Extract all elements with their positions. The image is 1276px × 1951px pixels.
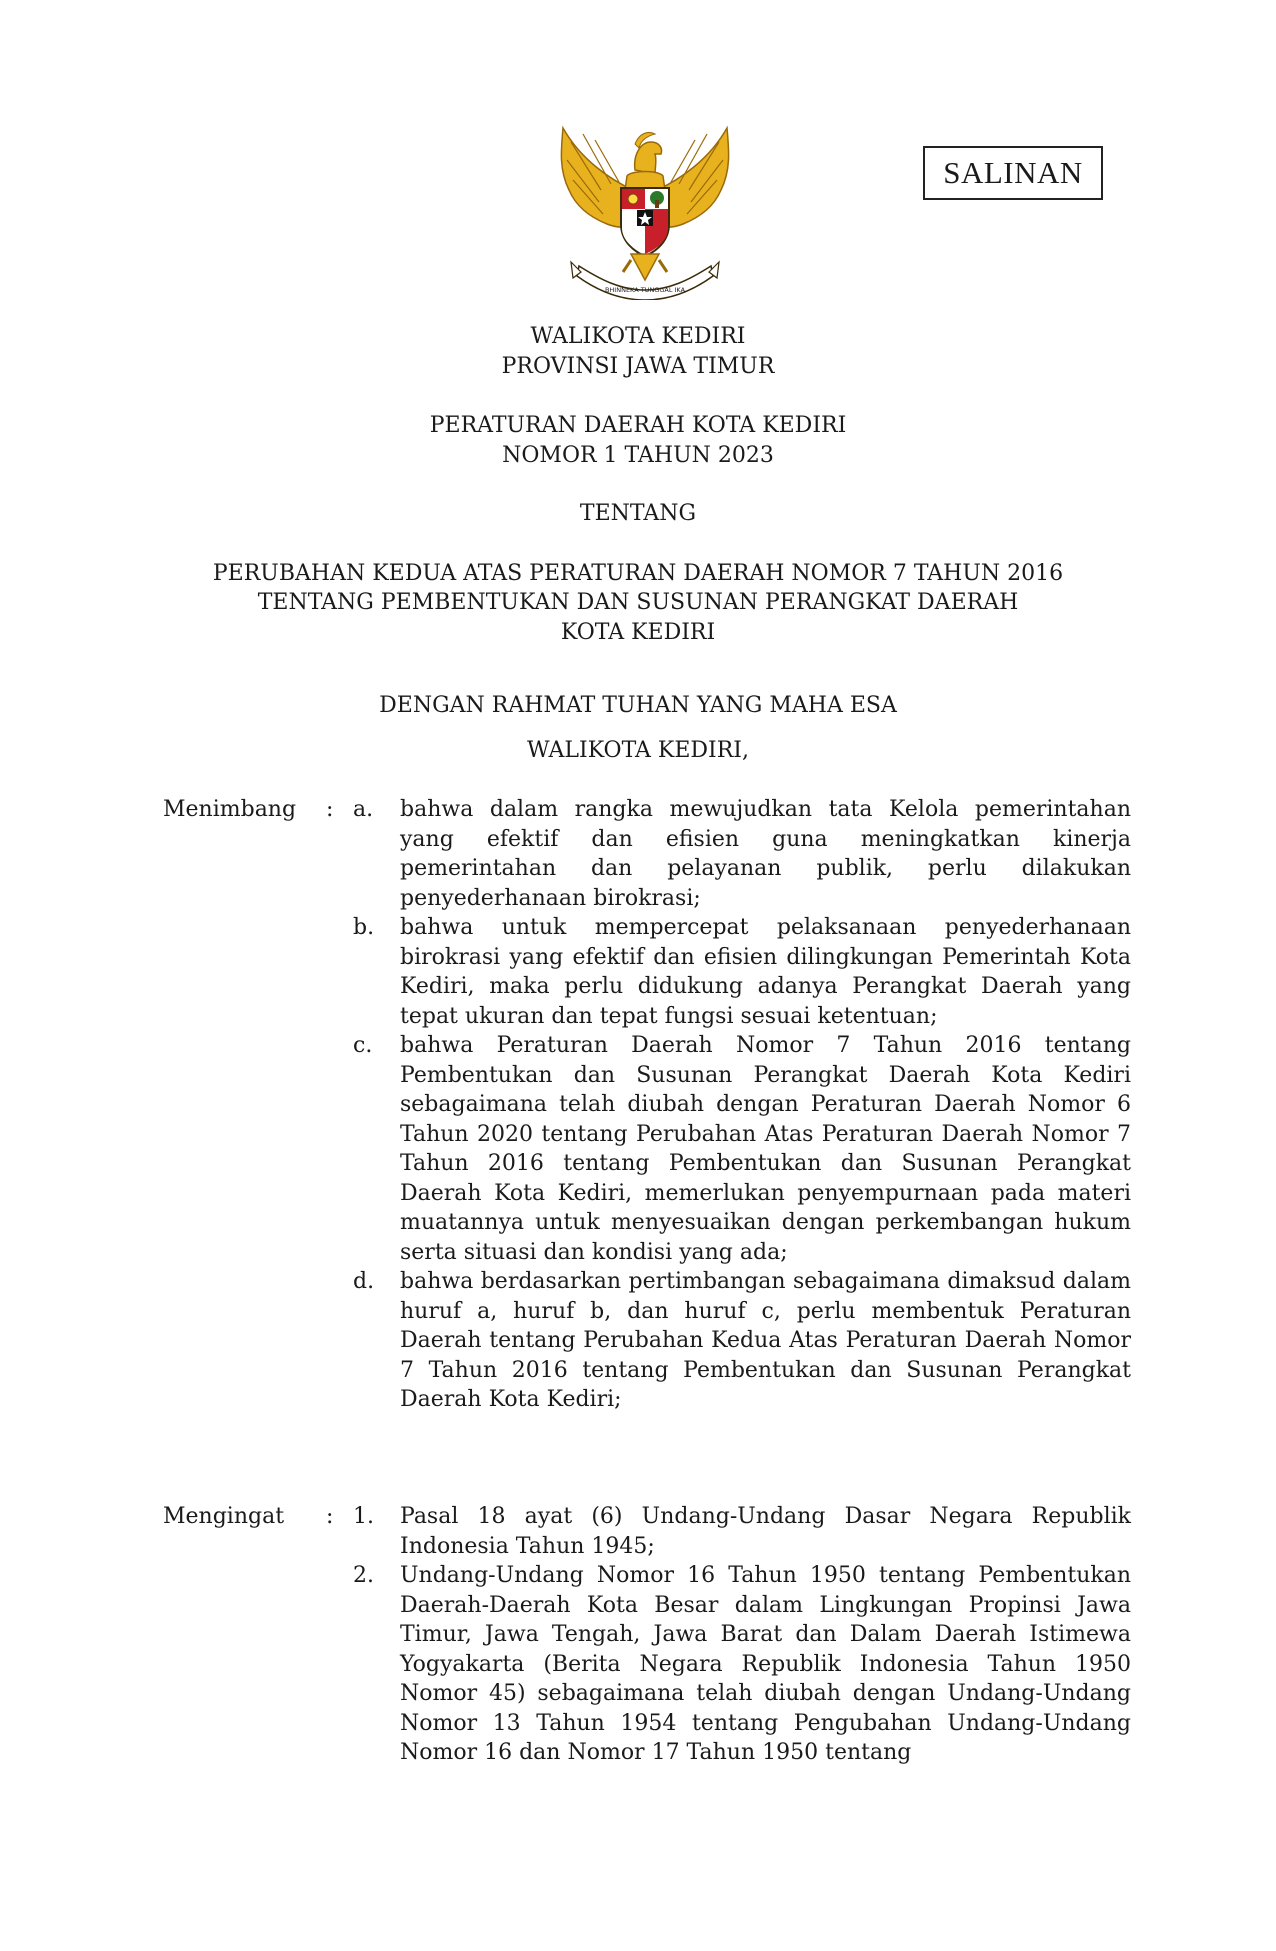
salinan-stamp: SALINAN [923, 146, 1103, 200]
menimbang-item-d [0, 1267, 1276, 1415]
mengingat-label: Mengingat [163, 1504, 285, 1529]
item-text: bahwa Peraturan Daerah Nomor 7 Tahun 2016 tentang Pembentukan dan Susunan Perangkat Daerah Kota Kediri sebagaimana telah diubah dengan Peraturan Daerah Nomor 6 Tahun 2020 tentang Perubahan Atas Peraturan Daerah Nomor 7 Tahun 2016 tentang Pembentukan dan Susunan Perangkat Daerah Kota Kediri, memerlukan penyempurnaan pada materi muatannya untuk menyesuaikan dengan perkembangan hukum serta situasi dan kondisi yang ada; [400, 1033, 1131, 1265]
walikota-heading: WALIKOTA KEDIRI, [526, 738, 749, 763]
title-line-1: PERUBAHAN KEDUA ATAS PERATURAN DAERAH NOMOR 7 TAHUN 2016 [212, 561, 1064, 586]
mengingat-section [0, 1502, 1276, 1768]
menimbang-item-a [0, 795, 1276, 913]
emblem-motto: BHINNEKA TUNGGAL IKA [604, 286, 686, 294]
item-marker: 1. [353, 1504, 374, 1529]
item-marker: a. [353, 797, 374, 822]
item-text: Undang-Undang Nomor 16 Tahun 1950 tentang Pembentukan Daerah-Daerah Kota Besar dalam Lingkungan Propinsi Jawa Timur, Jawa Tengah, Jawa Barat dan Dalam Daerah Istimewa Yogyakarta (Berita Negara Republik Indonesia Tahun 1950 Nomor 45) sebagaimana telah diubah dengan Undang-Undang Nomor 13 Tahun 1954 tentang Pengubahan Undang-Undang Nomor 16 dan Nomor 17 Tahun 1950 tentang [400, 1563, 1131, 1765]
item-marker: c. [353, 1033, 373, 1058]
title-line-3: KOTA KEDIRI [560, 620, 716, 645]
mengingat-item-1 [0, 1502, 1276, 1561]
item-text: bahwa berdasarkan pertimbangan sebagaimana dimaksud dalam huruf a, huruf b, dan huruf c, perlu membentuk Peraturan Daerah tentang Perubahan Kedua Atas Peraturan Daerah Nomor 7 Tahun 2016 tentang Pembentukan dan Susunan Perangkat Daerah Kota Kediri; [400, 1269, 1131, 1412]
garuda-emblem-icon [551, 120, 739, 300]
heading-peraturan: PERATURAN DAERAH KOTA KEDIRI [429, 413, 847, 438]
item-marker: 2. [353, 1563, 374, 1588]
mengingat-colon: : [326, 1504, 334, 1529]
item-text: bahwa dalam rangka mewujudkan tata Kelola pemerintahan yang efektif dan efisien guna meningkatkan kinerja pemerintahan dan pelayanan publik, perlu dilakukan penyederhanaan birokrasi; [400, 797, 1131, 911]
heading-tentang: TENTANG [579, 501, 697, 526]
title-line-2: TENTANG PEMBENTUKAN DAN SUSUNAN PERANGKAT DAERAH [257, 590, 1019, 615]
item-marker: d. [353, 1269, 375, 1294]
heading-provinsi: PROVINSI JAWA TIMUR [501, 354, 775, 379]
menimbang-item-c [0, 1031, 1276, 1267]
mengingat-item-2 [0, 1561, 1276, 1768]
menimbang-label: Menimbang [163, 797, 297, 822]
menimbang-colon: : [326, 797, 334, 822]
menimbang-section [0, 795, 1276, 1415]
item-text: bahwa untuk mempercepat pelaksanaan penyederhanaan birokrasi yang efektif dan efisien dilingkungan Pemerintah Kota Kediri, maka perlu didukung adanya Perangkat Daerah yang tepat ukuran dan tepat fungsi sesuai ketentuan; [400, 915, 1131, 1029]
menimbang-item-b [0, 913, 1276, 1031]
heading-walikota: WALIKOTA KEDIRI [530, 324, 746, 349]
rahmat-heading: DENGAN RAHMAT TUHAN YANG MAHA ESA [379, 693, 897, 718]
heading-nomor: NOMOR 1 TAHUN 2023 [502, 443, 774, 468]
item-marker: b. [353, 915, 375, 940]
item-text: Pasal 18 ayat (6) Undang-Undang Dasar Negara Republik Indonesia Tahun 1945; [400, 1504, 1131, 1559]
